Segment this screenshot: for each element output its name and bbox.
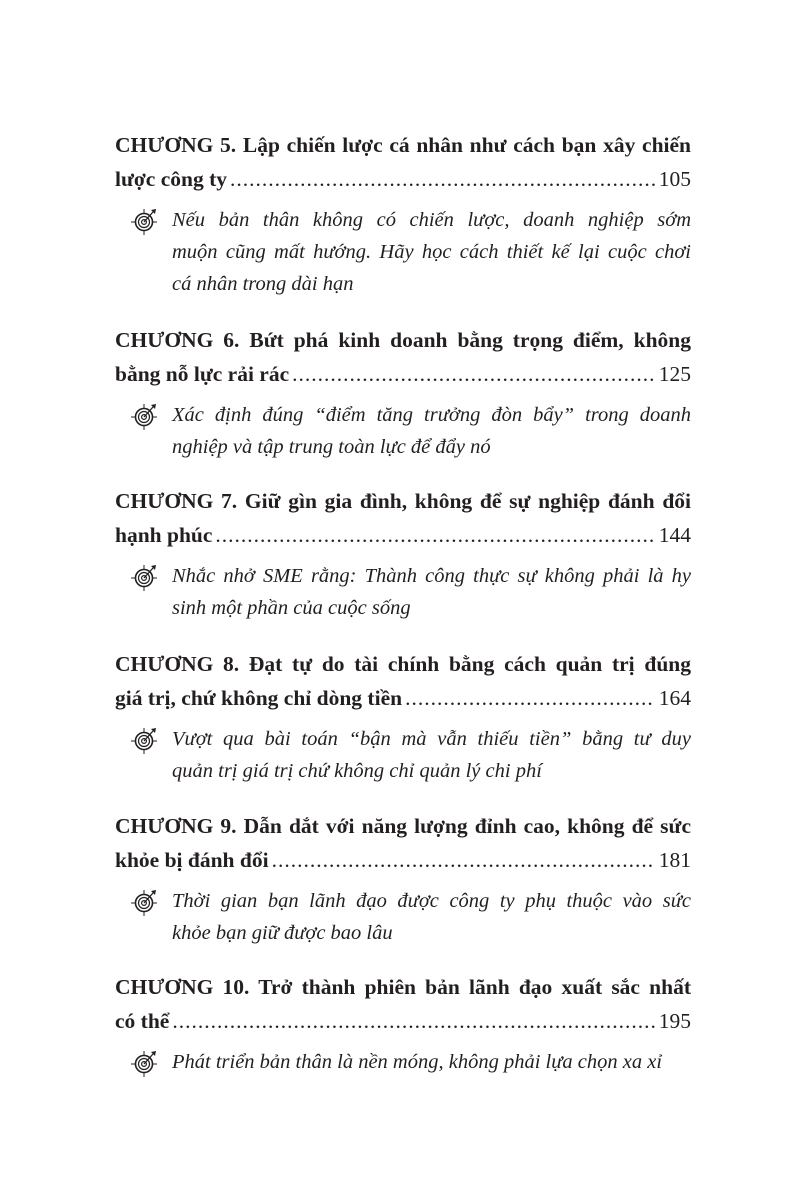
- chapter-title: CHƯƠNG 7. Giữ gìn gia đình, không để sự nghiệp đánh đổi: [115, 489, 691, 513]
- page-number: 105: [658, 167, 691, 191]
- chapter-summary: [115, 723, 691, 787]
- chapter-title: CHƯƠNG 5. Lập chiến lược cá nhân như cách bạn xây chiến: [115, 133, 691, 157]
- summary-line: cá nhân trong dài hạn: [172, 273, 354, 295]
- target-dart-icon: [129, 726, 159, 756]
- chapter-title: CHƯƠNG 10. Trở thành phiên bản lãnh đạo xuất sắc nhất: [115, 975, 691, 999]
- summary-line: muộn cũng mất hướng. Hãy học cách thiết kế lại cuộc chơi: [172, 241, 691, 263]
- page-number: 195: [658, 1009, 691, 1033]
- chapter-title: CHƯƠNG 6. Bứt phá kinh doanh bằng trọng điểm, không: [115, 328, 691, 352]
- target-dart-icon: [129, 207, 159, 237]
- chapter-summary: [115, 399, 691, 463]
- page-number: 164: [658, 686, 691, 710]
- chapter-title-continued: [115, 357, 691, 391]
- chapter-title-continued: [115, 162, 691, 196]
- toc-entry: [115, 970, 691, 1078]
- summary-line: quản trị giá trị chứ không chỉ quản lý chi phí: [172, 760, 542, 782]
- chapter-title-continued: [115, 681, 691, 715]
- toc-entry: [115, 128, 691, 300]
- page-number: 144: [658, 523, 691, 547]
- toc-entry: [115, 484, 691, 624]
- chapter-summary: [115, 1046, 691, 1078]
- summary-line: Nếu bản thân không có chiến lược, doanh nghiệp sớm: [172, 209, 691, 231]
- toc-entry: [115, 809, 691, 949]
- summary-line: Vượt qua bài toán “bận mà vẫn thiếu tiền” bằng tư duy: [172, 728, 691, 750]
- chapter-title-continued: [115, 518, 691, 552]
- dot-leader: [272, 843, 655, 877]
- dot-leader: [292, 357, 655, 391]
- summary-line: khỏe bạn giữ được bao lâu: [172, 922, 393, 944]
- target-dart-icon: [129, 563, 159, 593]
- chapter-title: CHƯƠNG 9. Dẫn dắt với năng lượng đỉnh cao, không để sức: [115, 814, 691, 838]
- toc-entry: [115, 323, 691, 463]
- summary-line: Nhắc nhở SME rằng: Thành công thực sự không phải là hy: [172, 565, 691, 587]
- summary-line: nghiệp và tập trung toàn lực để đẩy nó: [172, 436, 491, 458]
- summary-line: sinh một phần của cuộc sống: [172, 597, 411, 619]
- target-dart-icon: [129, 888, 159, 918]
- summary-line: Thời gian bạn lãnh đạo được công ty phụ thuộc vào sức: [172, 890, 691, 912]
- target-dart-icon: [129, 402, 159, 432]
- dot-leader: [230, 162, 655, 196]
- dot-leader: [215, 518, 654, 552]
- chapter-summary: [115, 560, 691, 624]
- dot-leader: [405, 681, 655, 715]
- chapter-title-continued: [115, 1004, 691, 1038]
- chapter-title: CHƯƠNG 8. Đạt tự do tài chính bằng cách quản trị đúng: [115, 652, 691, 676]
- chapter-summary: [115, 885, 691, 949]
- chapter-title-end: bằng nỗ lực rải rác: [115, 362, 290, 386]
- page-number: 181: [658, 848, 691, 872]
- chapter-title-end: giá trị, chứ không chỉ dòng tiền: [115, 686, 403, 710]
- chapter-title-continued: [115, 843, 691, 877]
- chapter-title-end: khỏe bị đánh đổi: [115, 848, 269, 872]
- chapter-title-end: hạnh phúc: [115, 523, 213, 547]
- page-number: 125: [658, 362, 691, 386]
- chapter-summary: [115, 204, 691, 300]
- dot-leader: [172, 1004, 654, 1038]
- chapter-title-end: lược công ty: [115, 167, 227, 191]
- summary-line: Phát triển bản thân là nền móng, không phải lựa chọn xa xỉ: [172, 1051, 663, 1073]
- chapter-title-end: có thể: [115, 1009, 170, 1033]
- target-dart-icon: [129, 1049, 159, 1079]
- summary-line: Xác định đúng “điểm tăng trưởng đòn bẩy” trong doanh: [172, 404, 691, 426]
- toc-entry: [115, 647, 691, 787]
